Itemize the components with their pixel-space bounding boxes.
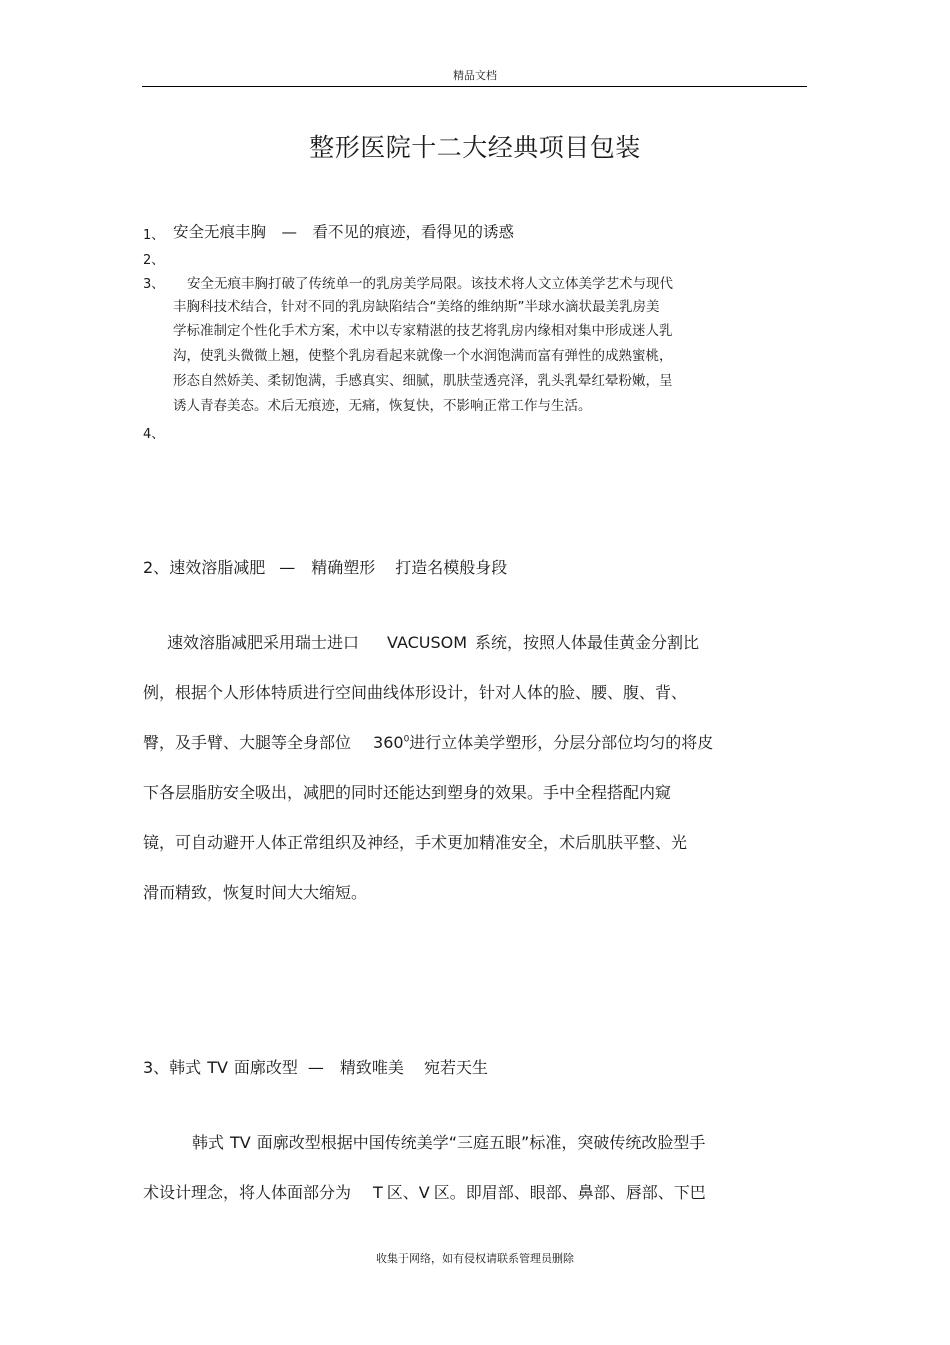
item-3-paragraph-line: 诱人青春美态。术后无痕迹，无痛，恢复快，不影响正常工作与生活。: [173, 398, 592, 414]
item-1-heading: 安全无痕丰胸 — 看不见的痕迹，看得见的诱惑: [173, 223, 515, 241]
document-title: 整形医院十二大经典项目包装: [309, 133, 641, 162]
section-3-line2-text: 术设计理念，将人体面部分为: [143, 1183, 352, 1202]
item-3-paragraph-line: 丰胸科技术结合，针对不同的乳房缺陷结合“美络的维纳斯”半球水滴状最美乳房美: [173, 299, 660, 315]
section-3-heading-name: 面廓改型: [233, 1058, 298, 1077]
item-3-paragraph-line: 学标准制定个性化手术方案，术中以专家精湛的技艺将乳房内缘相对集中形成迷人乳: [173, 323, 673, 339]
item-3-paragraph-line: 形态自然娇美、柔韧饱满，手感真实、细腻，肌肤莹透亮泽，乳头乳晕红晕粉嫩，呈: [173, 373, 673, 389]
page-footer: 收集于网络，如有侵权请联系管理员删除: [376, 1252, 574, 1265]
header-divider: [142, 86, 807, 87]
section-2-body-line: 镜，可自动避开人体正常组织及神经，手术更加精准安全，术后肌肤平整、光: [143, 833, 688, 852]
section-3-heading-tv: TV: [207, 1058, 228, 1077]
section-3-body-line: [192, 1130, 705, 1153]
section-2-heading-number: 2、: [143, 558, 170, 577]
item-4-number: 4、: [143, 427, 165, 442]
section-3-line2-rest: 区。即眉部、眼部、鼻部、唇部、下巴: [433, 1183, 706, 1202]
item-3-number: 3、: [143, 277, 165, 292]
section-2-body-line: [143, 730, 713, 753]
section-2-line1-text: 速效溶脂减肥采用瑞士进口: [167, 633, 360, 652]
section-3-zone-t: T: [373, 1183, 383, 1202]
section-2-line3-rest: 进行立体美学塑形，分层分部位均匀的将皮: [409, 733, 714, 752]
item-2-number: 2、: [143, 253, 165, 268]
section-2-body-line: [167, 630, 699, 653]
section-3-heading-slogan: — 精致唯美: [307, 1058, 404, 1077]
section-2-body-line: 下各层脂肪安全吸出，减肥的同时还能达到塑身的效果。手中全程搭配内窥: [143, 783, 672, 802]
section-3-line1-rest: 面廓改型根据中国传统美学“三庭五眼”标准，突破传统改脸型手: [256, 1133, 706, 1152]
section-2-body-line: 例，根据个人形体特质进行空间曲线体形设计，针对人体的脸、腰、腹、背、: [143, 683, 688, 702]
section-2-degree-sup: 0: [403, 734, 410, 745]
section-3-line1-tv: TV: [230, 1133, 251, 1152]
section-2-body-line: 滑而精致，恢复时间大大缩短。: [143, 883, 368, 902]
section-2-degree-value: 360: [373, 733, 404, 752]
section-2-line3-text: 臀，及手臂、大腿等全身部位: [143, 733, 352, 752]
page-header: 精品文档: [453, 69, 497, 82]
section-3-body-line: [143, 1180, 706, 1203]
section-2-heading-tagline: 打造名模般身段: [395, 558, 508, 577]
section-2-heading-name: 速效溶脂减肥: [169, 558, 266, 577]
item-3-paragraph-line: 沟，使乳头微微上翘，使整个乳房看起来就像一个水润饱满而富有弹性的成熟蜜桃，: [173, 348, 673, 364]
item-3-paragraph-line: 安全无痕丰胸打破了传统单一的乳房美学局限。该技术将人文立体美学艺术与现代: [187, 276, 673, 292]
section-2-heading-slogan: — 精确塑形: [279, 558, 376, 577]
section-2-brand-name: VACUSOM: [387, 633, 468, 652]
section-3-heading-prefix: 3、韩式: [143, 1058, 202, 1077]
item-1-number: 1、: [143, 228, 165, 243]
section-3-heading: [143, 1055, 488, 1078]
section-3-line1-text: 韩式: [192, 1133, 225, 1152]
section-3-heading-tagline: 宛若天生: [423, 1058, 488, 1077]
section-2-line1-rest: 系统，按照人体最佳黄金分割比: [475, 633, 700, 652]
section-3-zone-v: 区、V: [386, 1183, 430, 1202]
section-2-heading: [143, 555, 507, 578]
